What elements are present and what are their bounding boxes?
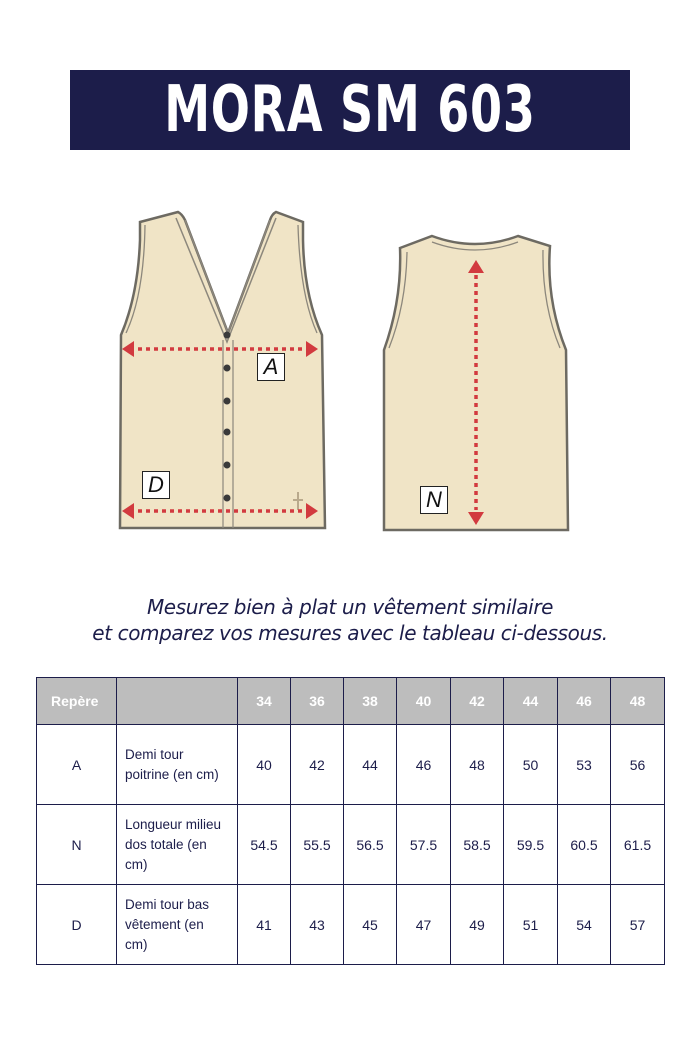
table-cell: 41 bbox=[238, 885, 291, 965]
label-d: D bbox=[142, 471, 170, 499]
instructions-line-1: Mesurez bien à plat un vêtement similaire bbox=[146, 595, 554, 619]
label-a: A bbox=[257, 353, 285, 381]
table-cell: 57.5 bbox=[397, 805, 451, 885]
vest-back-icon bbox=[370, 220, 590, 540]
row-code: A bbox=[37, 725, 117, 805]
table-header-row bbox=[37, 678, 665, 725]
row-description: Longueur milieu dos totale (en cm) bbox=[117, 805, 238, 885]
table-cell: 44 bbox=[344, 725, 397, 805]
table-cell: 59.5 bbox=[504, 805, 558, 885]
table-cell: 53 bbox=[558, 725, 611, 805]
table-cell: 58.5 bbox=[451, 805, 504, 885]
row-description: Demi tour poitrine (en cm) bbox=[117, 725, 238, 805]
vest-front-icon bbox=[100, 200, 340, 550]
column-header-size: 46 bbox=[558, 678, 611, 725]
product-title: MORA SM 603 bbox=[164, 73, 536, 147]
table-cell: 42 bbox=[291, 725, 344, 805]
table-row bbox=[37, 725, 665, 805]
table-cell: 40 bbox=[238, 725, 291, 805]
row-code: N bbox=[37, 805, 117, 885]
column-header-repere: Repère bbox=[37, 678, 117, 725]
table-cell: 45 bbox=[344, 885, 397, 965]
label-n: N bbox=[420, 486, 448, 514]
table-cell: 47 bbox=[397, 885, 451, 965]
table-cell: 60.5 bbox=[558, 805, 611, 885]
vest-front-illustration bbox=[100, 200, 340, 550]
measurement-instructions bbox=[0, 594, 700, 646]
column-header-size: 38 bbox=[344, 678, 397, 725]
table-cell: 48 bbox=[451, 725, 504, 805]
table-cell: 57 bbox=[611, 885, 665, 965]
column-header-description bbox=[117, 678, 238, 725]
column-header-size: 42 bbox=[451, 678, 504, 725]
title-banner bbox=[70, 70, 630, 150]
row-code: D bbox=[37, 885, 117, 965]
column-header-size: 34 bbox=[238, 678, 291, 725]
table-cell: 61.5 bbox=[611, 805, 665, 885]
table-row bbox=[37, 885, 665, 965]
table-cell: 54 bbox=[558, 885, 611, 965]
table-cell: 55.5 bbox=[291, 805, 344, 885]
table-row bbox=[37, 805, 665, 885]
column-header-size: 40 bbox=[397, 678, 451, 725]
vest-back-illustration bbox=[370, 220, 590, 540]
column-header-size: 44 bbox=[504, 678, 558, 725]
table-cell: 56 bbox=[611, 725, 665, 805]
table-cell: 49 bbox=[451, 885, 504, 965]
column-header-size: 48 bbox=[611, 678, 665, 725]
row-description: Demi tour bas vêtement (en cm) bbox=[117, 885, 238, 965]
instructions-line-2: et comparez vos mesures avec le tableau ci-dessous. bbox=[92, 621, 608, 645]
table-cell: 43 bbox=[291, 885, 344, 965]
table-cell: 50 bbox=[504, 725, 558, 805]
size-chart-table bbox=[36, 677, 665, 965]
column-header-size: 36 bbox=[291, 678, 344, 725]
table-cell: 56.5 bbox=[344, 805, 397, 885]
table-cell: 54.5 bbox=[238, 805, 291, 885]
table-cell: 51 bbox=[504, 885, 558, 965]
table-cell: 46 bbox=[397, 725, 451, 805]
